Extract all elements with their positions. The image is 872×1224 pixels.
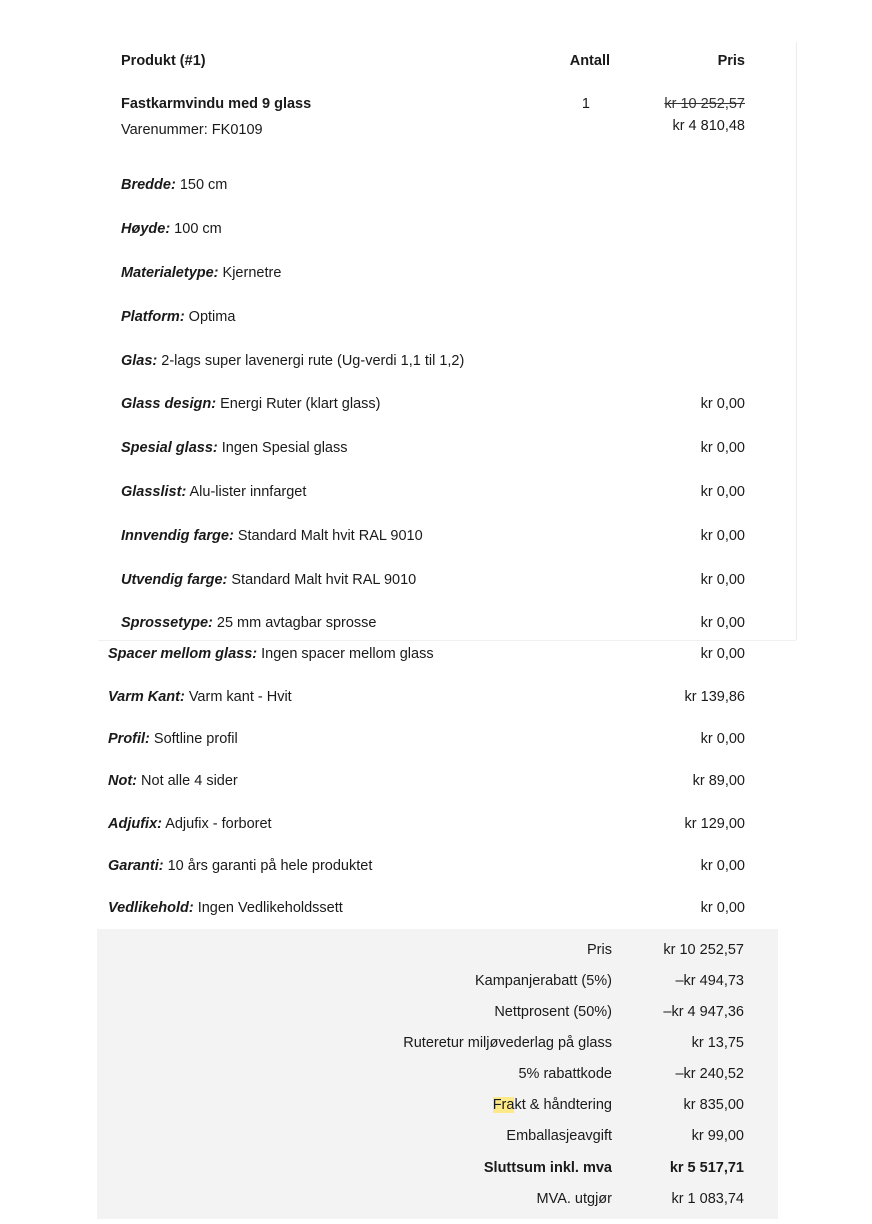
summary-label: Emballasjeavgift — [506, 1128, 612, 1144]
option-key: Glass design: — [121, 396, 217, 412]
option-row-warranty — [108, 856, 745, 876]
option-value: Alu-lister innfarget — [186, 484, 307, 500]
option-key: Utvendig farge: — [121, 572, 228, 588]
option-key: Sprossetype: — [121, 615, 213, 631]
summary-label: MVA. utgjør — [536, 1191, 612, 1207]
option-key: Profil: — [108, 731, 150, 747]
option-price: kr 0,00 — [700, 440, 745, 456]
option-price: kr 0,00 — [700, 484, 745, 500]
price-summary — [97, 929, 778, 1219]
product-quantity: 1 — [581, 96, 590, 112]
option-value: 25 mm avtagbar sprosse — [212, 615, 377, 631]
option-value: 150 cm — [175, 177, 228, 193]
option-value: Optima — [184, 309, 236, 325]
option-row-glass — [121, 351, 745, 371]
summary-row-vat — [97, 1189, 778, 1209]
summary-value: –kr 494,73 — [675, 973, 744, 989]
summary-row-campaign-discount — [97, 971, 778, 991]
option-value: Energi Ruter (klart glass) — [216, 396, 381, 412]
option-key: Høyde: — [121, 221, 171, 237]
option-value: 10 års garanti på hele produktet — [163, 858, 373, 874]
option-price: kr 129,00 — [684, 816, 745, 832]
product-name: Fastkarmvindu med 9 glass — [121, 96, 312, 112]
summary-label: Kampanjerabatt (5%) — [474, 973, 612, 989]
option-value: Adjufix - forboret — [161, 816, 272, 832]
option-key: Glas: — [121, 353, 158, 369]
option-row-spacer — [108, 644, 745, 664]
summary-value: kr 5 517,71 — [669, 1160, 744, 1176]
column-header-qty: Antall — [569, 53, 610, 69]
option-value: Softline profil — [149, 731, 238, 747]
option-value: Ingen spacer mellom glass — [257, 646, 434, 662]
option-price: kr 0,00 — [700, 572, 745, 588]
summary-label: 5% rabattkode — [518, 1066, 612, 1082]
option-value: Not alle 4 sider — [137, 773, 238, 789]
option-value: Varm kant - Hvit — [184, 689, 292, 705]
option-price: kr 139,86 — [684, 689, 745, 705]
option-key: Varm Kant: — [108, 689, 185, 705]
option-key: Innvendig farge: — [121, 528, 234, 544]
option-row-glass-strip — [121, 482, 745, 502]
option-row-outer-color — [121, 570, 745, 590]
option-row-material — [121, 263, 745, 283]
option-value: Ingen Vedlikeholdssett — [193, 900, 343, 916]
option-row-width — [121, 175, 745, 195]
option-value: Ingen Spesial glass — [217, 440, 348, 456]
option-price: kr 0,00 — [700, 731, 745, 747]
option-key: Platform: — [121, 309, 185, 325]
summary-value: kr 1 083,74 — [671, 1191, 744, 1207]
option-value: Kjernetre — [218, 265, 282, 281]
summary-label — [493, 1095, 612, 1115]
summary-value: kr 10 252,57 — [663, 942, 744, 958]
summary-label: Ruteretur miljøvederlag på glass — [403, 1035, 612, 1051]
option-price: kr 0,00 — [700, 858, 745, 874]
summary-label: Nettprosent (50%) — [494, 1004, 612, 1020]
option-price: kr 0,00 — [700, 396, 745, 412]
option-row-maintenance — [108, 898, 745, 918]
option-row-muntin-type — [121, 613, 745, 633]
summary-value: –kr 240,52 — [675, 1066, 744, 1082]
summary-row-price — [97, 940, 778, 960]
option-value: 100 cm — [170, 221, 222, 237]
summary-row-shipping — [97, 1095, 778, 1115]
option-key: Materialetype: — [121, 265, 219, 281]
option-value: 2-lags super lavenergi rute (Ug-verdi 1,1 til 1,2) — [157, 353, 465, 369]
option-row-groove — [108, 771, 745, 791]
summary-label: Pris — [587, 942, 612, 958]
summary-row-discount-code — [97, 1064, 778, 1084]
option-key: Spesial glass: — [121, 440, 218, 456]
column-header-product: Produkt (#1) — [121, 53, 206, 69]
option-row-glass-design — [121, 394, 745, 414]
summary-row-net-percent — [97, 1002, 778, 1022]
summary-row-packaging-fee — [97, 1126, 778, 1146]
product-old-price: kr 10 252,57 — [664, 96, 745, 112]
option-row-height — [121, 219, 745, 239]
summary-row-glass-return-fee — [97, 1033, 778, 1053]
option-price: kr 0,00 — [700, 615, 745, 631]
option-value: Standard Malt hvit RAL 9010 — [227, 572, 417, 588]
option-price: kr 89,00 — [692, 773, 745, 789]
option-value: Standard Malt hvit RAL 9010 — [233, 528, 423, 544]
option-key: Not: — [108, 773, 137, 789]
option-price: kr 0,00 — [700, 646, 745, 662]
summary-label: Sluttsum inkl. mva — [483, 1160, 612, 1176]
option-price: kr 0,00 — [700, 528, 745, 544]
option-key: Glasslist: — [121, 484, 187, 500]
summary-row-total — [97, 1158, 778, 1178]
summary-value: kr 835,00 — [683, 1097, 744, 1113]
summary-label-rest: kt & håndtering — [514, 1097, 612, 1113]
option-key: Spacer mellom glass: — [108, 646, 258, 662]
option-key: Bredde: — [121, 177, 176, 193]
summary-value: kr 99,00 — [691, 1128, 744, 1144]
option-row-inner-color — [121, 526, 745, 546]
option-key: Vedlikehold: — [108, 900, 194, 916]
column-header-price: Pris — [717, 53, 745, 69]
product-sku: Varenummer: FK0109 — [121, 122, 263, 138]
summary-value: kr 13,75 — [691, 1035, 744, 1051]
option-row-adjufix — [108, 814, 745, 834]
option-row-special-glass — [121, 438, 745, 458]
option-row-profile — [108, 729, 745, 749]
option-key: Adjufix: — [108, 816, 162, 832]
option-key: Garanti: — [108, 858, 164, 874]
text-highlight: Fra — [492, 1097, 515, 1113]
option-row-warm-edge — [108, 687, 745, 707]
summary-value: –kr 4 947,36 — [663, 1004, 744, 1020]
option-price: kr 0,00 — [700, 900, 745, 916]
product-new-price: kr 4 810,48 — [672, 118, 745, 134]
option-row-platform — [121, 307, 745, 327]
